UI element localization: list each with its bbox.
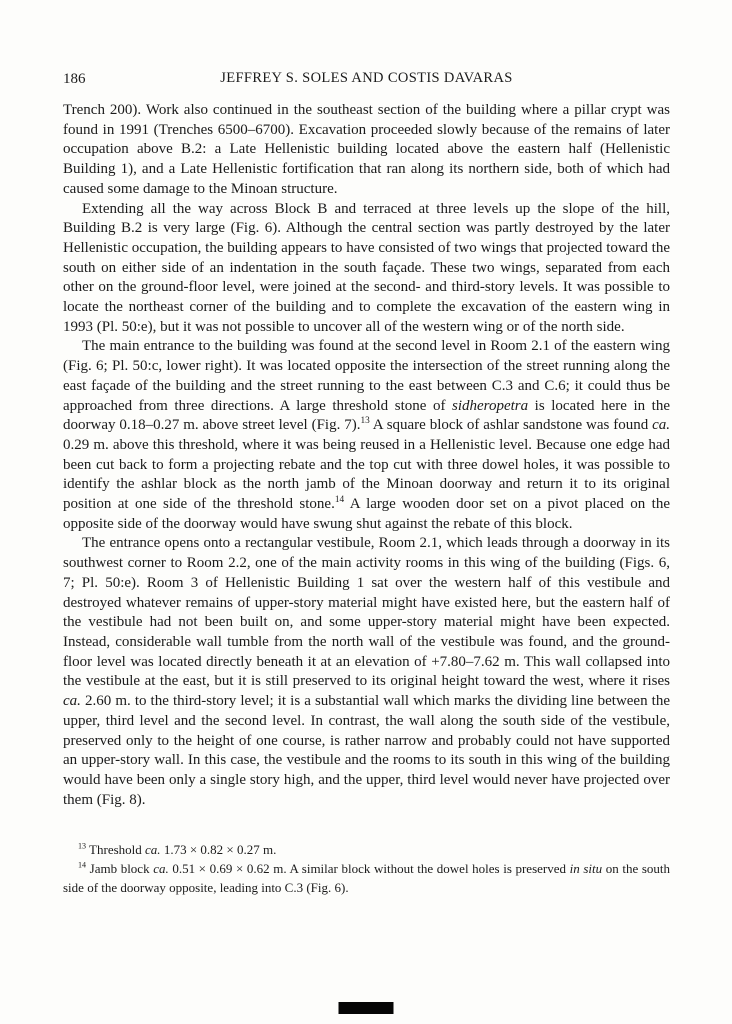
- paragraph: [63, 534, 670, 810]
- text-run: The main entrance to the building was found at the second level in Room 2.1 of the eastern wing (Fig. 6; Pl. 50:c, lower right). It was located opposite the intersection of the street running along the east façade of the building and the street running to the east between C.3 and C.6; it could thus be approached from three directions. A large threshold stone of: [63, 338, 670, 414]
- scan-artifact-bar: [339, 1002, 394, 1014]
- text-run: The entrance opens onto a rectangular vestibule, Room 2.1, which leads through a doorway in its southwest corner to Room 2.2, one of the main activity rooms in this wing of the building (Figs. 6, 7; Pl. 50:e). Room 3 of Hellenistic Building 1 sat over the western half of this vestibule and destroyed whatever remains of upper-story material might have existed here, but the eastern half of the vestibule had not been built on, and some upper-story material might have been expected. Instead, considerable wall tumble from the north wall of the vestibule was found, and the ground-floor level was located directly beneath it at an elevation of +7.80–7.62 m. This wall collapsed into the vestibule at the east, but it is still preserved to its original height toward the west, where it rises: [63, 535, 670, 690]
- page-number: 186: [63, 71, 86, 87]
- italic-term: ca.: [63, 693, 81, 710]
- paragraph: [63, 200, 670, 338]
- text-run: 0.51 × 0.69 × 0.62 m. A similar block without the dowel holes is preserved: [168, 860, 570, 876]
- article-body: [63, 101, 670, 810]
- italic-term: ca.: [652, 417, 670, 434]
- paragraph: [63, 337, 670, 534]
- footnote: [63, 841, 670, 860]
- text-run: Jamb block: [86, 860, 154, 876]
- text-run: A square block of ashlar sandstone was found: [369, 417, 653, 434]
- text-run: A large wooden door set on a pivot placed on the opposite side of the doorway would have swung shut against the rebate of this block.: [63, 496, 670, 532]
- footnote-marker: 14: [78, 860, 87, 870]
- paragraph: [63, 101, 670, 200]
- footnote-marker: 13: [360, 416, 370, 427]
- text-run: Extending all the way across Block B and terraced at three levels up the slope of the hill, Building B.2 is very large (Fig. 6). Although the central section was partly destroyed by the later Hellenistic occupation, the building appears to have consisted of two wings that projected toward the south on either side of an indentation in the south façade. These two wings, separated from each other on the ground-floor level, were joined at the second- and third-story levels. It was possible to locate the northeast corner of the building and to complete the excavation of the eastern wing in 1993 (Pl. 50:e), but it was not possible to uncover all of the western wing or of the north side.: [63, 200, 670, 335]
- footnotes-section: [63, 841, 670, 897]
- running-head-title: JEFFREY S. SOLES AND COSTIS DAVARAS: [220, 70, 513, 86]
- text-run: is located here in the doorway 0.18–0.27 m. above street level (Fig. 7).: [63, 397, 671, 434]
- italic-term: ca.: [153, 860, 169, 876]
- text-run: Trench 200). Work also continued in the southeast section of the building where a pillar crypt was found in 1991 (Trenches 6500–6700). Excavation proceeded slowly because of the remains of later occupation above B.2: a Late Hellenistic building located above the eastern half (Hellenistic Building 1), and a Late Hellenistic fortification that ran along its northern side, both of which had caused some damage to the Minoan structure.: [63, 102, 670, 197]
- text-run: 0.29 m. above this threshold, where it was being reused in a Hellenistic level. Because one edge had been cut back to form a projecting rebate and the top cut with three dowel holes, it was possible to identify the ashlar block as the north jamb of the Minoan doorway and return it to its original position at one side of the threshold stone.: [63, 436, 670, 513]
- text-run: 2.60 m. to the third-story level; it is a substantial wall which marks the dividing line between the upper, third level and the second level. In contrast, the wall along the south side of the vestibule, preserved only to the height of one course, is rather narrow and probably could not have supported an upper-story wall. In this case, the vestibule and the rooms to its south in this wing of the building would have been only a single story high, and the upper, third level would never have projected over them (Fig. 8).: [63, 693, 670, 808]
- italic-term: sidheropetra: [452, 397, 529, 414]
- text-run: Threshold: [86, 842, 146, 858]
- running-header: [63, 70, 670, 89]
- italic-term: in situ: [569, 860, 603, 876]
- text-run: on the south side of the doorway opposite, leading into C.3 (Fig. 6).: [63, 860, 670, 895]
- footnote-marker: 14: [334, 495, 345, 506]
- text-run: 1.73 × 0.82 × 0.27 m.: [160, 842, 277, 858]
- footnote: [63, 860, 670, 897]
- italic-term: ca.: [145, 842, 161, 858]
- footnote-marker: 13: [78, 841, 87, 851]
